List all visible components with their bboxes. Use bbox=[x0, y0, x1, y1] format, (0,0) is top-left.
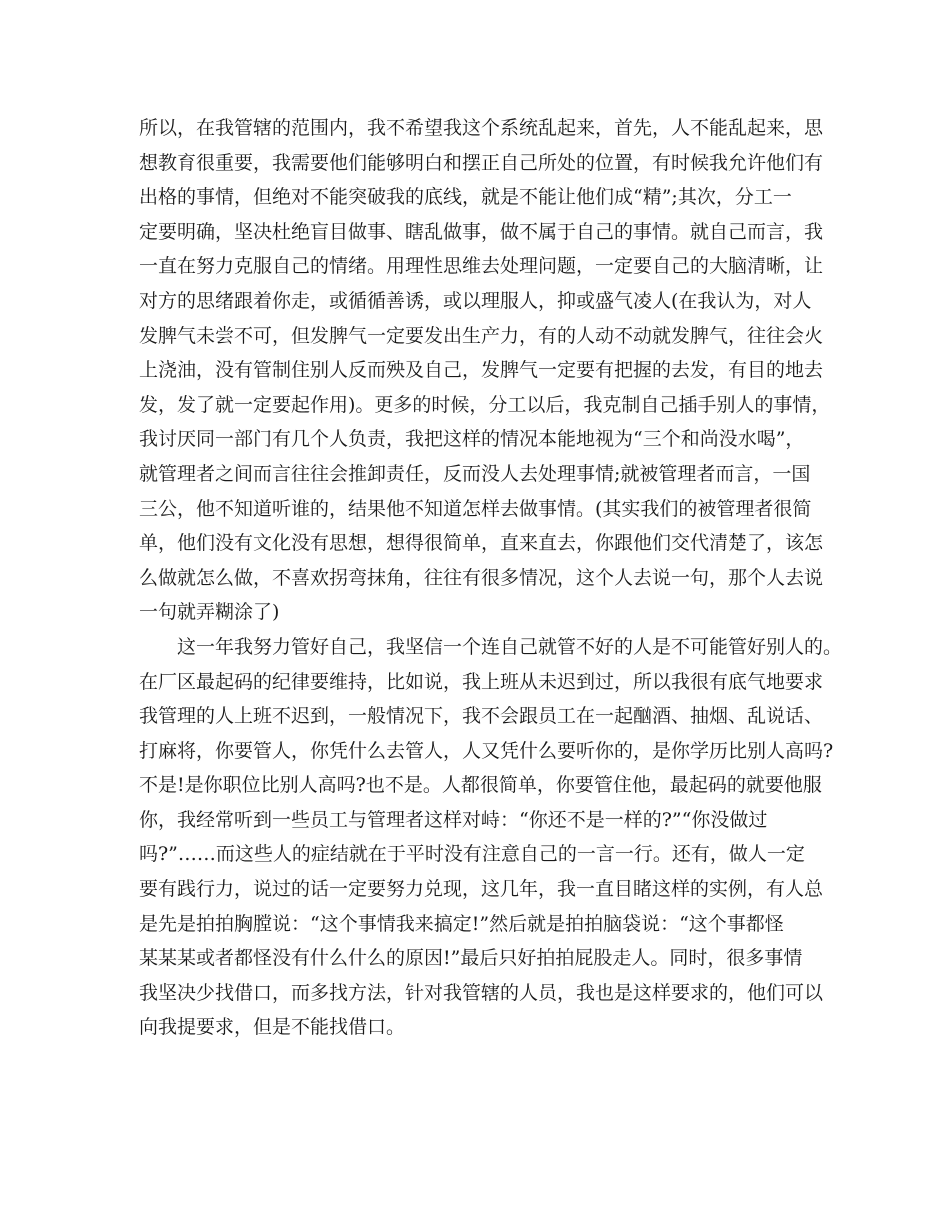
text-line: 在厂区最起码的纪律要维持，比如说，我上班从未迟到过，所以我很有底气地要求 bbox=[139, 670, 824, 693]
text-line: 不是!是你职位比别人高吗?也不是。人都很简单，你要管住他，最起码的就要他服 bbox=[139, 774, 822, 797]
text-line: 你，我经常听到一些员工与管理者这样对峙：“你还不是一样的?”“你没做过 bbox=[139, 808, 768, 831]
document-body bbox=[139, 111, 843, 1045]
text-line: 就管理者之间而言往往会推卸责任，反而没人去处理事情;就被管理者而言，一国 bbox=[139, 462, 811, 485]
text-line: 发脾气未尝不可，但发脾气一定要发出生产力，有的人动不动就发脾气，往往会火 bbox=[139, 324, 824, 347]
text-line: 三公，他不知道听谁的，结果他不知道怎样去做事情。(其实我们的被管理者很简 bbox=[139, 497, 812, 520]
text-line: 一句就弄糊涂了) bbox=[139, 601, 280, 624]
text-line: 上浇油，没有管制住别人反而殃及自己，发脾气一定要有把握的去发，有目的地去 bbox=[139, 359, 824, 382]
text-line: 我坚决少找借口，而多找方法，针对我管辖的人员，我也是这样要求的，他们可以 bbox=[139, 981, 824, 1004]
text-line: 打麻将，你要管人，你凭什么去管人，人又凭什么要听你的，是你学历比别人高吗? bbox=[139, 739, 834, 762]
text-line: 对方的思绪跟着你走，或循循善诱，或以理服人，抑或盛气凌人(在我认为，对人 bbox=[139, 289, 812, 312]
text-line: 所以，在我管辖的范围内，我不希望我这个系统乱起来，首先，人不能乱起来，思 bbox=[139, 117, 824, 139]
text-line: 一直在努力克服自己的情绪。用理性思维去处理问题，一定要自己的大脑清晰，让 bbox=[139, 255, 824, 278]
text-line: 某某某或者都怪没有什么什么的原因!”最后只好拍拍屁股走人。同时，很多事情 bbox=[139, 947, 803, 970]
text-line: 定要明确，坚决杜绝盲目做事、瞎乱做事，做不属于自己的事情。就自己而言，我 bbox=[139, 220, 824, 243]
paragraph-1 bbox=[139, 111, 831, 630]
text-line: 想教育很重要，我需要他们能够明白和摆正自己所处的位置，有时候我允许他们有 bbox=[139, 151, 824, 174]
text-line: 发，发了就一定要起作用)。更多的时候，分工以后，我克制自己插手别人的事情， bbox=[139, 393, 831, 416]
text-line: 我讨厌同一部门有几个人负责，我把这样的情况本能地视为“三个和尚没水喝”， bbox=[139, 428, 805, 451]
text-line: 单，他们没有文化没有思想，想得很简单，直来直去，你跟他们交代清楚了，该怎 bbox=[139, 532, 824, 555]
text-line: 我管理的人上班不迟到，一般情况下，我不会跟员工在一起酗酒、抽烟、乱说话、 bbox=[139, 705, 824, 728]
paragraph-2 bbox=[139, 630, 843, 1045]
text-line: 向我提要求，但是不能找借口。 bbox=[139, 1016, 406, 1039]
text-line: 出格的事情，但绝对不能突破我的底线，就是不能让他们成“精”;其次，分工一 bbox=[139, 186, 792, 209]
text-line: 么做就怎么做，不喜欢拐弯抹角，往往有很多情况，这个人去说一句，那个人去说 bbox=[139, 566, 824, 589]
text-line: 这一年我努力管好自己，我坚信一个连自己就管不好的人是不可能管好别人的。 bbox=[139, 635, 843, 658]
text-line: 是先是拍拍胸膛说：“这个事情我来搞定!”然后就是拍拍脑袋说：“这个事都怪 bbox=[139, 912, 784, 935]
text-line: 吗?”……而这些人的症结就在于平时没有注意自己的一言一行。还有，做人一定 bbox=[139, 843, 805, 866]
text-line: 要有践行力，说过的话一定要努力兑现，这几年，我一直目睹这样的实例，有人总 bbox=[139, 878, 824, 901]
